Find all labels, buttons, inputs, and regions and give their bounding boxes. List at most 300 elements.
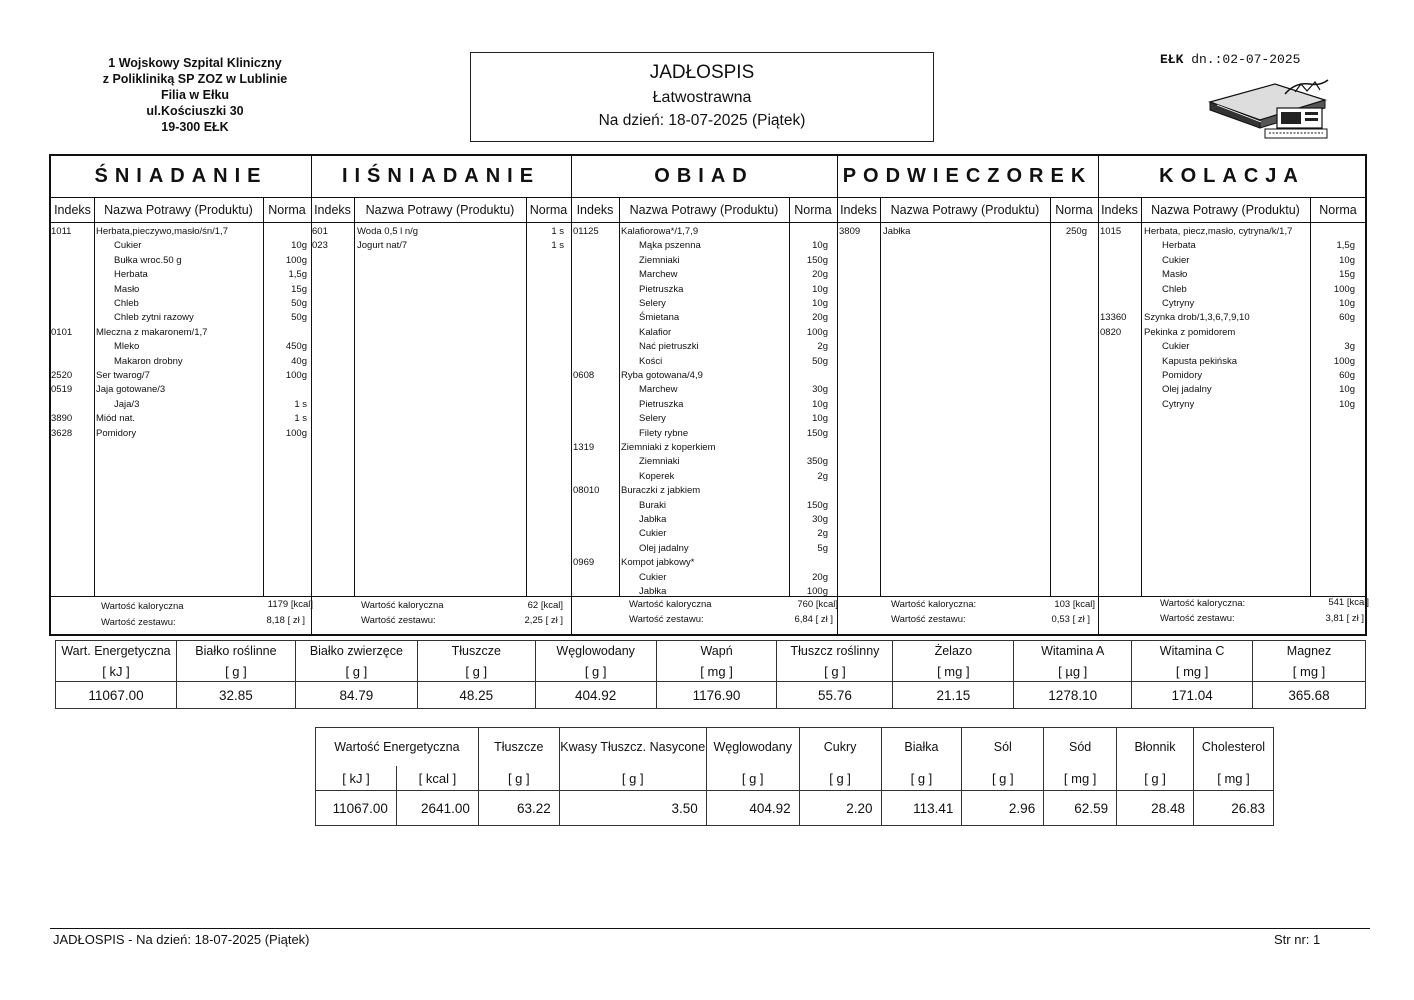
- meal-item-row: [571, 585, 837, 599]
- item-norm: 15g: [291, 283, 307, 295]
- nutrient-value: 1278.10: [1014, 682, 1132, 709]
- meal-item-row: [1098, 254, 1366, 268]
- dish-name: Pomidory: [96, 427, 137, 439]
- cost-label: Wartość zestawu:: [891, 614, 966, 625]
- ingredient-name: Pomidory: [1162, 370, 1203, 381]
- institution-line: 1 Wojskowy Szpital Kliniczny: [108, 56, 282, 70]
- item-norm: 20g: [812, 269, 828, 281]
- col-name-header: Nazwa Potrawy (Produktu): [619, 197, 789, 223]
- dish-name: Buraczki z jabkiem: [621, 485, 701, 497]
- meal-item-row: [51, 412, 311, 426]
- page-number: Str nr: 1: [1274, 932, 1321, 947]
- institution-line: ul.Kościuszki 30: [146, 104, 244, 118]
- meal-item-row: [571, 297, 837, 311]
- ingredient-name: Jaja/3: [114, 398, 140, 410]
- meal-item-row: [1098, 283, 1366, 297]
- meal-afternoon-snack: [837, 156, 1098, 634]
- item-norm: 100g: [285, 370, 307, 381]
- meal-item-row: [1098, 225, 1366, 239]
- item-norm: 30g: [812, 384, 828, 396]
- col-index-header: Indeks: [571, 197, 619, 223]
- cost-value: 2,25 [ zł ]: [524, 615, 563, 626]
- ingredient-name: Chleb: [1162, 283, 1187, 295]
- dish-name: Kalafiorowa*/1,7,9: [621, 226, 699, 237]
- ingredient-name: Selery: [639, 413, 666, 425]
- meal-item-row: [1098, 239, 1366, 253]
- item-norm: 150g: [806, 427, 828, 439]
- footer-divider: [50, 928, 1370, 929]
- meal-item-row: [571, 556, 837, 570]
- meal-item-row: [51, 369, 311, 383]
- item-norm: 1 s: [551, 240, 564, 252]
- item-norm: 2g: [817, 470, 828, 482]
- ingredient-name: Chleb: [114, 298, 139, 309]
- cost-label: Wartość zestawu:: [361, 615, 436, 626]
- nutrient-value: 26.83: [1193, 791, 1273, 826]
- kcal-value: 103 [kcal]: [1054, 599, 1095, 610]
- ingredient-name: Ziemniaki: [639, 456, 680, 468]
- item-index: 01125: [573, 226, 599, 237]
- nutrient-unit: [ g ]: [478, 766, 559, 791]
- nutrient-unit: [ g ]: [417, 661, 535, 682]
- item-index: 13360: [1100, 312, 1127, 324]
- meal-item-row: [51, 311, 311, 325]
- nutrient-value: 113.41: [881, 791, 962, 826]
- nutrient-header: Cholesterol: [1193, 728, 1273, 767]
- item-index: 1011: [51, 226, 72, 237]
- ingredient-name: Chleb zytni razowy: [114, 312, 194, 324]
- item-norm: 100g: [1333, 283, 1355, 295]
- item-norm: 40g: [291, 355, 307, 367]
- col-index-header: Indeks: [1098, 197, 1141, 223]
- item-norm: 60g: [1339, 370, 1355, 381]
- ingredient-name: Pietruszka: [639, 283, 684, 295]
- item-norm: 1 s: [294, 398, 307, 410]
- item-norm: 100g: [806, 326, 828, 338]
- title-box: [470, 52, 934, 142]
- institution-line: 19-300 EŁK: [161, 120, 229, 134]
- item-index: 0101: [51, 326, 73, 338]
- kcal-label: Wartość kaloryczna:: [891, 599, 977, 610]
- meal-title: PODWIECZOREK: [842, 165, 1093, 187]
- item-norm: 10g: [1339, 398, 1355, 410]
- meal-summary: [571, 596, 837, 635]
- item-index: 08010: [573, 485, 600, 497]
- nutrition-label-table: [315, 727, 1274, 826]
- cost-label: Wartość zestawu:: [629, 614, 704, 625]
- meal-summary: [311, 596, 571, 635]
- col-index-header: Indeks: [51, 197, 94, 223]
- nutrient-header: Węglowodany: [535, 641, 656, 662]
- nutrient-header: Cukry: [799, 728, 881, 767]
- nutrient-unit: [ mg ]: [1132, 661, 1253, 682]
- item-norm: 30g: [812, 514, 828, 525]
- item-norm: 15g: [1339, 269, 1355, 281]
- ingredient-name: Cytryny: [1162, 298, 1195, 309]
- institution-block: [60, 55, 330, 135]
- column-divider: [526, 197, 527, 596]
- ingredient-name: Makaron drobny: [114, 355, 183, 367]
- nutrient-value: 2641.00: [396, 791, 478, 826]
- nutrient-header: Tłuszcze: [417, 641, 535, 662]
- nutrient-value: 2.20: [799, 791, 881, 826]
- meal-item-row: [1098, 355, 1366, 369]
- ingredient-name: Herbata: [1162, 240, 1196, 252]
- ingredient-name: Jabłka: [639, 514, 667, 525]
- nutrient-unit: [ g ]: [559, 766, 706, 791]
- meal-item-row: [571, 455, 837, 469]
- col-norm-header: Norma: [1310, 197, 1366, 223]
- nutrient-unit: [ g ]: [535, 661, 656, 682]
- meal-item-row: [571, 355, 837, 369]
- nutrient-value: 171.04: [1132, 682, 1253, 709]
- ingredient-name: Filety rybne: [639, 427, 689, 439]
- meal-item-row: [51, 383, 311, 397]
- item-norm: 3g: [1344, 341, 1355, 353]
- ingredient-name: Śmietana: [639, 312, 680, 324]
- meal-item-row: [571, 225, 837, 239]
- dish-name: Herbata,pieczywo,masło/śn/1,7: [96, 226, 229, 237]
- nutrient-header: Tłuszcze: [478, 728, 559, 767]
- nutrient-value: 11067.00: [316, 791, 397, 826]
- menu-date: Na dzień: 18-07-2025 (Piątek): [598, 112, 806, 129]
- ingredient-name: Marchew: [639, 269, 678, 281]
- item-norm: 10g: [812, 240, 828, 252]
- nutrient-unit: [ g ]: [176, 661, 295, 682]
- ingredient-name: Selery: [639, 298, 666, 309]
- meal-item-row: [1098, 268, 1366, 282]
- meal-item-row: [571, 542, 837, 556]
- meal-item-row: [571, 470, 837, 484]
- meal-item-row: [837, 225, 1098, 239]
- page-title: JADŁOSPIS: [649, 62, 755, 83]
- nutrient-unit: [ kJ ]: [316, 766, 397, 791]
- nutrient-header: Węglowodany: [706, 728, 799, 767]
- nutrient-header: Białko roślinne: [176, 641, 295, 662]
- dish-name: Kompot jabkowy*: [621, 557, 695, 569]
- nutrient-value: 365.68: [1253, 682, 1366, 709]
- ingredient-name: Cukier: [1162, 341, 1190, 353]
- institution-line: z Polikliniką SP ZOZ w Lublinie: [102, 72, 288, 86]
- ingredient-name: Cukier: [114, 240, 142, 252]
- nutrient-header: Witamina A: [1014, 641, 1132, 662]
- item-norm: 10g: [291, 240, 307, 252]
- meal-item-row: [51, 297, 311, 311]
- cost-label: Wartość zestawu:: [101, 617, 176, 628]
- column-divider: [880, 197, 881, 596]
- item-norm: 10g: [812, 283, 828, 295]
- item-norm: 2g: [817, 528, 828, 540]
- item-index: 0820: [1100, 326, 1122, 338]
- meal-item-row: [51, 239, 311, 253]
- col-name-header: Nazwa Potrawy (Produktu): [1141, 197, 1310, 223]
- cost-value: 6,84 [ zł ]: [794, 614, 833, 625]
- item-index: 1319: [573, 442, 595, 453]
- item-norm: 1 s: [551, 226, 564, 237]
- item-norm: 10g: [812, 298, 828, 309]
- dish-name: Jabłka: [883, 226, 911, 237]
- ingredient-name: Kapusta pekińska: [1162, 355, 1237, 367]
- col-norm-header: Norma: [526, 197, 571, 223]
- item-index: 3890: [51, 413, 73, 425]
- meal-breakfast: [51, 156, 311, 634]
- footer-title: JADŁOSPIS - Na dzień: 18-07-2025 (Piątek): [53, 932, 310, 947]
- meal-item-row: [1098, 369, 1366, 383]
- nutrient-unit: [ g ]: [706, 766, 799, 791]
- item-norm: 10g: [1339, 384, 1355, 396]
- item-index: 0608: [573, 370, 595, 381]
- ingredient-name: Masło: [1162, 269, 1188, 281]
- meal-item-row: [51, 225, 311, 239]
- item-norm: 150g: [806, 499, 828, 511]
- meal-item-row: [51, 326, 311, 340]
- ingredient-name: Cytryny: [1162, 398, 1195, 410]
- nutrient-unit: [ µg ]: [1014, 661, 1132, 682]
- ingredient-name: Kości: [639, 355, 663, 367]
- meal-supper: [1098, 156, 1369, 634]
- kcal-value: 1179 [kcal]: [267, 599, 313, 610]
- item-norm: 450g: [285, 341, 307, 353]
- item-index: 3809: [839, 226, 861, 237]
- institution-line: Filia w Ełku: [160, 88, 230, 102]
- nutrient-unit: [ mg ]: [656, 661, 777, 682]
- item-norm: 150g: [806, 254, 828, 266]
- ingredient-name: Olej jadalny: [639, 542, 689, 554]
- nutrient-value: 404.92: [706, 791, 799, 826]
- meal-title: IIŚNIADANIE: [341, 165, 541, 187]
- nutrient-value: 2.96: [962, 791, 1044, 826]
- meal-item-row: [51, 427, 311, 441]
- meal-title: OBIAD: [654, 165, 754, 187]
- nutrient-header: Wart. Energetyczna: [56, 641, 177, 662]
- kcal-label: Wartość kaloryczna:: [1160, 598, 1246, 609]
- kcal-value: 760 [kcal]: [797, 599, 838, 610]
- ingredient-name: Kalafior: [639, 326, 672, 338]
- ingredient-name: Nać pietruszki: [639, 341, 699, 353]
- nutrient-unit: [ g ]: [881, 766, 962, 791]
- cost-value: 3,81 [ zł ]: [1325, 613, 1364, 624]
- item-norm: 10g: [1339, 298, 1355, 309]
- item-norm: 5g: [817, 542, 828, 554]
- cost-value: 0,53 [ zł ]: [1051, 614, 1090, 625]
- nutrient-unit: [ g ]: [295, 661, 417, 682]
- item-index: 0969: [573, 557, 595, 569]
- item-norm: 350g: [806, 456, 828, 468]
- nutrient-unit: [ g ]: [777, 661, 893, 682]
- meal-item-row: [1098, 383, 1366, 397]
- print-date-value: dn.:02-07-2025: [1183, 52, 1301, 67]
- nutrient-value: 55.76: [777, 682, 893, 709]
- dish-name: Jaja gotowane/3: [96, 384, 166, 396]
- kcal-value: 62 [kcal]: [527, 600, 563, 611]
- column-divider: [1050, 197, 1051, 596]
- nutrient-value: 62.59: [1044, 791, 1117, 826]
- nutrient-value: 1176.90: [656, 682, 777, 709]
- meal-title: KOLACJA: [1159, 165, 1305, 187]
- meal-item-row: [571, 239, 837, 253]
- kcal-label: Wartość kaloryczna: [361, 600, 444, 611]
- col-index-header: Indeks: [311, 197, 354, 223]
- ingredient-name: Marchew: [639, 384, 678, 396]
- dish-name: Ser twarog/7: [96, 370, 150, 381]
- nutrient-unit: [ mg ]: [1253, 661, 1366, 682]
- col-norm-header: Norma: [263, 197, 311, 223]
- meal-item-row: [571, 369, 837, 383]
- ingredient-name: Cukier: [639, 528, 667, 540]
- dish-name: Miód nat.: [96, 413, 136, 425]
- kcal-label: Wartość kaloryczna: [629, 599, 712, 610]
- meal-summary: [1098, 596, 1369, 635]
- meal-item-row: [311, 225, 571, 239]
- meal-item-row: [51, 355, 311, 369]
- meal-item-row: [311, 239, 571, 253]
- item-norm: 1,5g: [288, 269, 307, 281]
- nutrient-header: Kwasy Tłuszcz. Nasycone: [559, 728, 706, 767]
- meal-item-row: [571, 398, 837, 412]
- ingredient-name: Cukier: [1162, 254, 1190, 266]
- meal-item-row: [571, 513, 837, 527]
- item-norm: 2g: [817, 341, 828, 353]
- nutrient-header: Białko zwierzęce: [295, 641, 417, 662]
- nutrient-unit: [ mg ]: [1044, 766, 1117, 791]
- item-norm: 10g: [1339, 254, 1355, 266]
- item-norm: 50g: [812, 355, 828, 367]
- diet-name: Łatwostrawna: [652, 89, 752, 106]
- ingredient-name: Koperek: [639, 470, 675, 482]
- nutrient-header: Sód: [1044, 728, 1117, 767]
- meal-item-row: [571, 412, 837, 426]
- nutrient-value: 404.92: [535, 682, 656, 709]
- item-norm: 20g: [812, 312, 828, 324]
- meal-item-row: [51, 398, 311, 412]
- dish-name: Mleczna z makaronem/1,7: [96, 326, 208, 338]
- dish-name: Jogurt nat/7: [357, 240, 408, 252]
- dish-name: Ziemniaki z koperkiem: [621, 442, 716, 453]
- ingredient-name: Olej jadalny: [1162, 384, 1212, 396]
- nutrient-header: Wartość Energetyczna: [316, 728, 479, 767]
- nutrient-value: 28.48: [1117, 791, 1194, 826]
- dish-name: Woda 0,5 l n/g: [357, 226, 419, 237]
- col-name-header: Nazwa Potrawy (Produktu): [354, 197, 526, 223]
- nutrient-value: 32.85: [176, 682, 295, 709]
- nutrient-header: Tłuszcz roślinny: [777, 641, 893, 662]
- item-index: 0519: [51, 384, 73, 396]
- meal-lunch: [571, 156, 837, 634]
- meal-title: ŚNIADANIE: [94, 165, 268, 187]
- ingredient-name: Mąka pszenna: [639, 240, 701, 252]
- nutrient-unit: [ g ]: [1117, 766, 1194, 791]
- nutrient-value: 63.22: [478, 791, 559, 826]
- ingredient-name: Herbata: [114, 269, 148, 281]
- meal-item-row: [1098, 340, 1366, 354]
- meal-summary: [837, 596, 1098, 635]
- nutrient-unit: [ kJ ]: [56, 661, 177, 682]
- nutrition-summary-table: [55, 640, 1366, 709]
- nutrient-unit: [ g ]: [962, 766, 1044, 791]
- nutrient-header: Błonnik: [1117, 728, 1194, 767]
- dish-name: Ryba gotowana/4,9: [621, 370, 703, 381]
- nutrient-unit: [ mg ]: [1193, 766, 1273, 791]
- ingredient-name: Buraki: [639, 499, 666, 511]
- item-norm: 50g: [291, 312, 307, 324]
- ingredient-name: Jabłka: [639, 586, 667, 597]
- meal-item-row: [571, 427, 837, 441]
- col-name-header: Nazwa Potrawy (Produktu): [880, 197, 1050, 223]
- item-norm: 10g: [812, 398, 828, 410]
- ingredient-name: Ziemniaki: [639, 254, 680, 266]
- meal-item-row: [571, 340, 837, 354]
- nutrient-value: 3.50: [559, 791, 706, 826]
- item-norm: 50g: [291, 298, 307, 309]
- item-norm: 1,5g: [1336, 240, 1355, 252]
- nutrient-header: Magnez: [1253, 641, 1366, 662]
- kcal-label: Wartość kaloryczna: [101, 601, 184, 612]
- nutrient-header: Witamina C: [1132, 641, 1253, 662]
- item-norm: 60g: [1339, 312, 1355, 324]
- kcal-value: 541 [kcal]: [1328, 597, 1369, 608]
- nutrient-value: 48.25: [417, 682, 535, 709]
- meal-item-row: [571, 311, 837, 325]
- item-norm: 100g: [1333, 355, 1355, 367]
- col-name-header: Nazwa Potrawy (Produktu): [94, 197, 263, 223]
- item-norm: 20g: [812, 571, 828, 583]
- ingredient-name: Cukier: [639, 571, 667, 583]
- dish-name: Pekinka z pomidorem: [1144, 326, 1236, 338]
- column-divider: [354, 197, 355, 596]
- item-index: 601: [312, 226, 328, 237]
- item-index: 023: [312, 240, 328, 252]
- meal-item-row: [1098, 311, 1366, 325]
- nutrient-unit: [ mg ]: [893, 661, 1014, 682]
- item-index: 2520: [51, 370, 73, 381]
- nutrient-header: Wapń: [656, 641, 777, 662]
- computer-book-logo-icon: [1205, 72, 1340, 140]
- meal-item-row: [571, 527, 837, 541]
- dish-name: Szynka drob/1,3,6,7,9,10: [1144, 312, 1250, 324]
- meal-item-row: [571, 441, 837, 455]
- cost-value: 8,18 [ zł ]: [266, 615, 305, 626]
- col-norm-header: Norma: [789, 197, 837, 223]
- item-norm: 100g: [285, 254, 307, 266]
- item-index: 3628: [51, 427, 73, 439]
- item-norm: 100g: [806, 586, 828, 597]
- col-norm-header: Norma: [1050, 197, 1098, 223]
- meal-item-row: [571, 326, 837, 340]
- meal-item-row: [571, 383, 837, 397]
- print-date: [1160, 52, 1300, 67]
- item-norm: 10g: [812, 413, 828, 425]
- ingredient-name: Mleko: [114, 341, 140, 353]
- dish-name: Herbata, piecz,masło, cytryna/k/1,7: [1144, 226, 1293, 237]
- meal-item-row: [1098, 326, 1366, 340]
- nutrient-header: Sól: [962, 728, 1044, 767]
- meal-item-row: [571, 499, 837, 513]
- item-index: 1015: [1100, 226, 1122, 237]
- ingredient-name: Masło: [114, 283, 140, 295]
- nutrient-value: 21.15: [893, 682, 1014, 709]
- meal-item-row: [1098, 297, 1366, 311]
- cost-label: Wartość zestawu:: [1160, 613, 1235, 624]
- nutrient-value: 84.79: [295, 682, 417, 709]
- meal-item-row: [571, 571, 837, 585]
- meal-item-row: [571, 283, 837, 297]
- item-norm: 250g: [1065, 226, 1087, 237]
- item-norm: 1 s: [294, 413, 307, 425]
- meal-item-row: [51, 283, 311, 297]
- meal-item-row: [51, 340, 311, 354]
- meal-item-row: [1098, 398, 1366, 412]
- meal-item-row: [571, 484, 837, 498]
